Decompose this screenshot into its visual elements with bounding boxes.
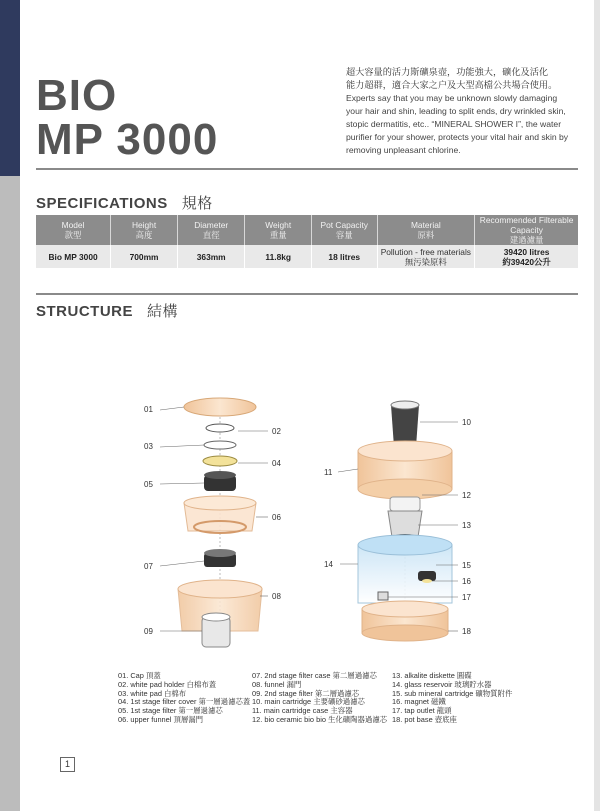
header-weight: [245, 215, 312, 245]
parts-legend-col-1: [118, 672, 250, 725]
callout-03: 03: [144, 442, 153, 451]
value-material-en: Pollution - free materials: [380, 246, 471, 257]
intro-zh-2: 能力超群，適合大家之户及大型高檔公共場合使用。: [346, 80, 558, 90]
header-diameter-en: Diameter: [194, 220, 229, 230]
part-tap-outlet: [378, 592, 388, 600]
part-glass-reservoir-top: [358, 535, 452, 555]
header-height-en: Height: [131, 220, 157, 230]
intro-en-1: Experts say that you may be unknown slowly damaging: [346, 93, 558, 103]
header-filter-capacity-en: Recommended Filterable Capacity: [479, 215, 574, 235]
header-capacity-zh: 容量: [335, 230, 353, 240]
callout-10: 10: [462, 418, 471, 427]
callout-01: 01: [144, 405, 153, 414]
page-number: 1: [60, 757, 75, 772]
value-filter-en: 39420 litres: [503, 246, 550, 257]
divider-middle: [36, 293, 578, 295]
legend-item: 07. 2nd stage filter case 第二層過濾芯: [252, 671, 377, 680]
value-filter-zh: 約39420公升: [502, 256, 551, 267]
value-material: [377, 245, 475, 268]
header-weight-zh: 重量: [269, 230, 287, 240]
callout-18: 18: [462, 627, 471, 636]
spec-header-row: [36, 215, 578, 245]
header-material-en: Material: [410, 220, 441, 230]
legend-item: 13. alkalite diskette 圓碟: [392, 671, 472, 680]
intro-zh-1: 超大容量的活力斯礦泉壺，功能強大，礦化及活化: [346, 67, 549, 77]
part-funnel-top: [178, 580, 262, 598]
specifications-heading-zh: 規格: [181, 195, 213, 212]
header-weight-en: Weight: [265, 220, 292, 230]
parts-legend-col-2: [252, 672, 387, 725]
legend-item: 11. main cartridge case 主容器: [252, 706, 353, 716]
part-1st-filter-top: [204, 471, 236, 479]
callout-05: 05: [144, 480, 153, 489]
legend-item: 06. upper funnel 頂層漏門: [118, 714, 204, 724]
part-pot-base-top: [362, 601, 448, 617]
value-capacity: 18 litres: [311, 245, 377, 268]
part-white-pad: [204, 441, 236, 449]
legend-item: 17. tap outlet 龍頭: [392, 706, 452, 716]
value-filter-capacity: [475, 245, 578, 268]
legend-item: 15. sub mineral cartridge 礦物質附件: [392, 688, 513, 698]
header-material-zh: 原料: [417, 230, 435, 240]
value-weight: 11.8kg: [245, 245, 312, 268]
header-model-en: Model: [61, 220, 85, 230]
header-filter-capacity-zh: 建過濾量: [509, 235, 544, 245]
intro-en-3: stopic dermatitis, etc.. “MINERAL SHOWER I”, the water: [346, 119, 562, 129]
legend-item: 05. 1st stage filter 第一層過濾芯: [118, 706, 223, 716]
part-glass-tube: [388, 511, 422, 537]
part-2nd-filter-case-top: [204, 549, 236, 557]
header-diameter-zh: 直徑: [202, 230, 220, 240]
legend-item: 04. 1st stage filter cover 第一層過濾芯蓋: [118, 697, 251, 707]
parts-legend-col-3: [392, 672, 512, 725]
callout-16: 16: [462, 577, 471, 586]
part-main-cartridge-case-bottom: [358, 479, 452, 499]
specifications-heading: [36, 192, 213, 213]
header-filter-capacity: [475, 215, 578, 245]
header-height-zh: 高度: [135, 230, 153, 240]
specifications-heading-en: SPECIFICATIONS: [36, 195, 168, 212]
side-band-gray: [0, 176, 20, 811]
header-capacity: [311, 215, 377, 245]
value-diameter: 363mm: [177, 245, 244, 268]
part-2nd-filter-top: [202, 613, 230, 621]
value-model: Bio MP 3000: [36, 245, 111, 268]
legend-item: 08. funnel 漏門: [252, 679, 302, 689]
legend-item: 18. pot base 壺底座: [392, 714, 457, 724]
legend-item: 16. magnet 磁鐵: [392, 697, 446, 707]
part-1st-filter-cover: [203, 456, 237, 466]
part-main-cartridge-top: [391, 401, 419, 409]
legend-item: 01. Cap 頂蓋: [118, 671, 161, 680]
part-white-pad-holder: [206, 424, 234, 432]
header-material: [377, 215, 475, 245]
callout-02: 02: [272, 427, 281, 436]
callout-07: 07: [144, 562, 153, 571]
callout-04: 04: [272, 459, 281, 468]
callout-09: 09: [144, 627, 153, 636]
legend-item: 09. 2nd stage filter 第二層過濾芯: [252, 688, 360, 698]
callout-17: 17: [462, 593, 471, 602]
part-magnet: [422, 579, 432, 583]
callout-11: 11: [324, 468, 333, 477]
header-model: [36, 215, 111, 245]
title-line-2: MP 3000: [36, 115, 219, 164]
value-material-zh: 無污染原料: [404, 256, 447, 267]
side-band-navy: [0, 0, 20, 176]
legend-item: 02. white pad holder 白棉布蓋: [118, 679, 217, 689]
legend-item: 12. bio ceramic bio bio 生化礦陶器過濾芯: [252, 714, 388, 724]
header-height: [111, 215, 178, 245]
header-diameter: [177, 215, 244, 245]
structure-heading: [36, 300, 178, 321]
intro-text: [346, 66, 578, 157]
header-model-zh: 款型: [64, 230, 82, 240]
callout-14: 14: [324, 560, 333, 569]
intro-en-2: your hair and shin, leading to split ends, dry wrinkled skin,: [346, 106, 566, 116]
header-capacity-en: Pot Capacity: [320, 220, 368, 230]
structure-heading-zh: 結構: [147, 303, 179, 320]
callout-08: 08: [272, 592, 281, 601]
page-edge: [594, 0, 600, 811]
divider-top: [36, 168, 578, 170]
legend-item: 03. white pad 白棉布: [118, 688, 187, 698]
part-cap: [184, 398, 256, 416]
specifications-table: [36, 215, 578, 268]
structure-heading-en: STRUCTURE: [36, 303, 133, 320]
callout-12: 12: [462, 491, 471, 500]
callout-06: 06: [272, 513, 281, 522]
exploded-diagram: [100, 385, 520, 665]
part-main-cartridge-case-top: [358, 441, 452, 461]
intro-en-5: removing unpleasant chlorine.: [346, 145, 461, 155]
callout-15: 15: [462, 561, 471, 570]
callout-13: 13: [462, 521, 471, 530]
part-upper-funnel-top: [184, 496, 256, 510]
intro-en-4: purifier for your shower, protects your vital hair and skin by: [346, 132, 569, 142]
spec-value-row: [36, 245, 578, 268]
title-line-1: BIO: [36, 71, 118, 120]
part-bio-ceramic: [390, 497, 420, 511]
product-title: [36, 71, 219, 164]
legend-item: 14. glass reservoir 玻璃貯水器: [392, 679, 492, 689]
part-pot-base-bottom: [362, 625, 448, 641]
legend-item: 10. main cartridge 主要礦砂過濾芯: [252, 697, 365, 707]
value-height: 700mm: [111, 245, 178, 268]
